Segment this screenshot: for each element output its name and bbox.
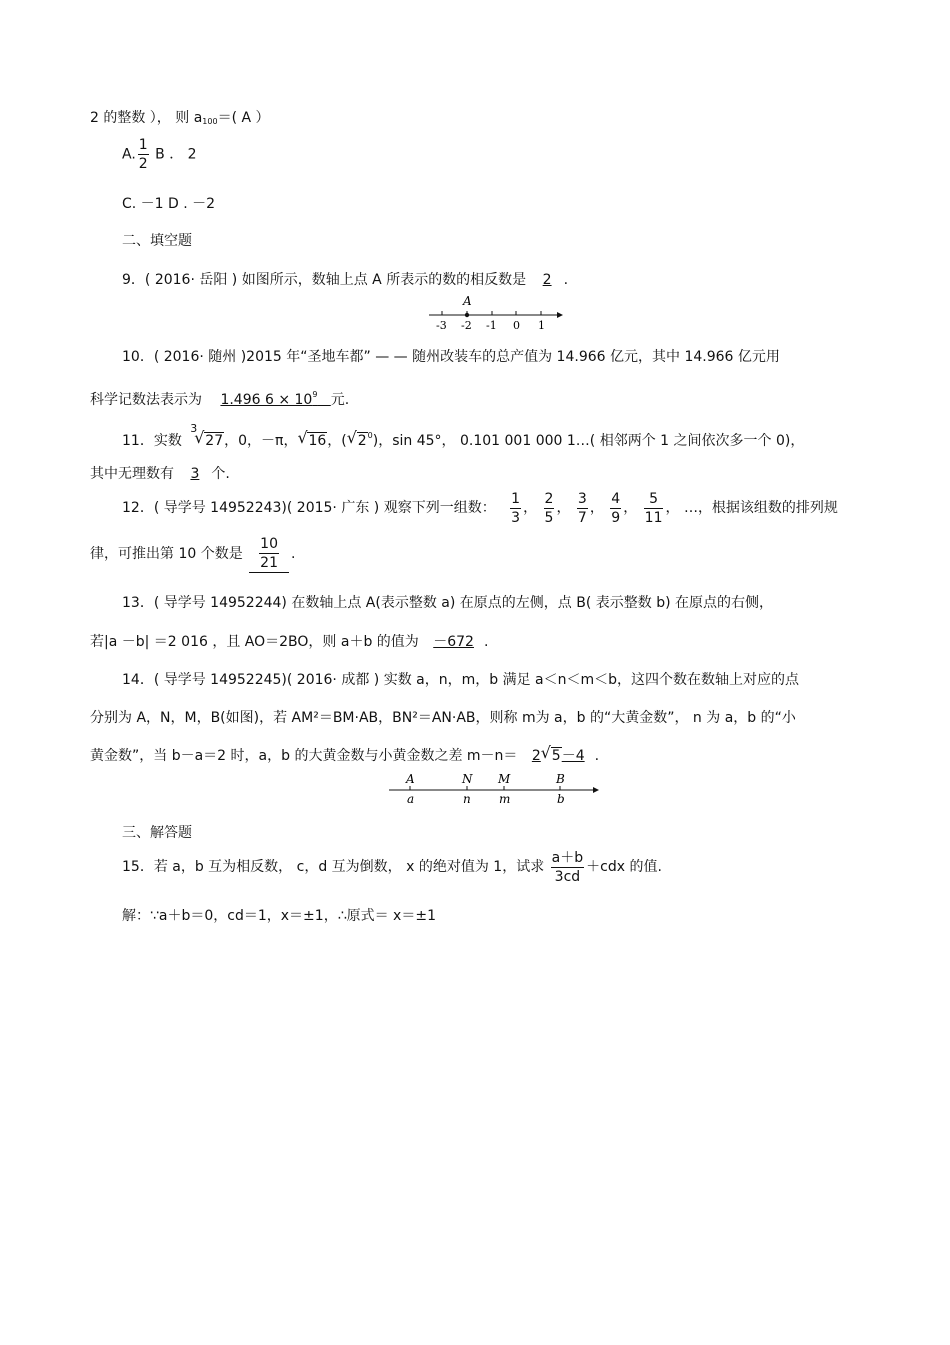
fraction-denominator: 11 xyxy=(644,509,663,526)
q11-text: 11．实数 xyxy=(122,433,182,449)
q15-text: 15．若 a，b 互为相反数， c，d 互为倒数， x 的绝对值为 1，试求 xyxy=(122,859,545,875)
q9-end: . xyxy=(563,272,569,288)
q11-line2-text: 其中无理数有 xyxy=(90,466,174,482)
q12-text: …，根据该组数的排列规 xyxy=(683,500,838,516)
q12-line2 xyxy=(90,534,295,574)
fraction-denominator: 2 xyxy=(138,156,148,172)
q13-end: . xyxy=(483,634,489,650)
value-label-m: m xyxy=(499,792,511,806)
q14-line3-text: 黄金数”，当 b－a＝2 时，a，b 的大黄金数与小黄金数之差 m－n＝ xyxy=(90,748,518,764)
q11-exponent: 0 xyxy=(367,431,373,440)
q11-answer: 3 xyxy=(190,466,200,482)
q11-text: ，( xyxy=(327,433,347,449)
value-label-b: b xyxy=(557,792,565,806)
q12-text: 12．( 导学号 14952243)( 2015· 广东 ) 观察下列一组数： xyxy=(122,500,496,516)
q13-line1: 13．( 导学号 14952244) 在数轴上点 A(表示整数 a) 在原点的左侧，点 B( 表示整数 b) 在原点的右侧， xyxy=(122,595,773,611)
q9-tick-label: 1 xyxy=(538,319,545,332)
radical-sign-icon: √ xyxy=(346,428,357,447)
q12-answer xyxy=(249,535,289,573)
q13-answer: －672 xyxy=(433,634,474,650)
value-label-n: n xyxy=(463,792,471,806)
fraction-denominator: 9 xyxy=(611,509,621,526)
fraction-numerator: 3 xyxy=(577,490,587,507)
q8-option-b: B ． 2 xyxy=(155,146,197,163)
q13-line2 xyxy=(90,632,488,652)
q9-answer: 2 xyxy=(542,272,552,288)
q13-line2-text: 若|a －b| ＝2 016 ，且 AO＝2BO，则 a＋b 的值为 xyxy=(90,634,419,650)
q9 xyxy=(122,270,568,290)
q12-end: . xyxy=(291,546,296,562)
q9-point-a-label: A xyxy=(463,294,472,308)
sequence-fraction xyxy=(644,490,664,527)
point-label-b: B xyxy=(556,772,565,786)
point-label-n: N xyxy=(462,772,473,786)
section-heading-solutions: 三、解答题 xyxy=(122,825,192,841)
q10-answer-exponent: 9 xyxy=(312,390,318,399)
q8-subscript: 100 xyxy=(202,117,218,126)
q8-stem-end: ＝( A ） xyxy=(217,110,270,126)
q11-cube-root xyxy=(190,422,224,451)
fraction-denominator: 3 xyxy=(511,509,521,526)
sequence-fraction xyxy=(510,490,521,527)
q9-tick-label: -2 xyxy=(461,319,472,332)
sequence-fraction xyxy=(544,490,555,527)
q12-sequence: $\frac{1}{3}$ ， $\frac{2}{5}$ ， $\frac{3}{7}$ ， $\frac{4}{9}$ ， $\frac{5}{11}$ ， xyxy=(511,490,684,526)
q15-text-end: ＋cdx 的值. xyxy=(586,859,662,875)
q8-stem-text: 2 的整数 ）， 则 a xyxy=(90,110,203,126)
fraction-denominator: 21 xyxy=(260,555,278,571)
q9-tick-label: -3 xyxy=(436,319,447,332)
q15-solution: 解：∵a＋b＝0，cd＝1，x＝±1，∴原式＝ x＝±1 xyxy=(122,908,436,924)
point-label-a: A xyxy=(406,772,415,786)
q14-number-line xyxy=(385,772,605,808)
q11-square-root-16 xyxy=(297,428,327,451)
q9-tick-label: 0 xyxy=(513,319,520,332)
q11-end: 个. xyxy=(211,466,230,482)
q11-line1 xyxy=(122,422,805,451)
q11-square-root-2 xyxy=(346,428,368,451)
q10-line2-text: 科学记数法表示为 xyxy=(90,392,202,408)
q8-options-cd: C. －1 D . －2 xyxy=(122,196,216,212)
fraction-denominator: 5 xyxy=(544,509,554,526)
q15 xyxy=(122,846,662,888)
q14-answer-coefficient: 2 xyxy=(531,748,541,764)
radicand: 27 xyxy=(205,433,224,449)
q14-line1: 14．( 导学号 14952245)( 2016· 成都 ) 实数 a，n，m，b 满足 a＜n＜m＜b，这四个数在数轴上对应的点 xyxy=(122,672,800,688)
fraction-numerator: 4 xyxy=(611,490,621,507)
fraction-numerator: a＋b xyxy=(551,849,584,866)
q14-line3 xyxy=(90,743,600,766)
fraction-denominator: 7 xyxy=(577,509,587,526)
q11-line2 xyxy=(90,464,230,484)
fraction-numerator: 5 xyxy=(644,490,664,509)
q10-answer xyxy=(206,392,330,408)
q10-end: 元. xyxy=(330,392,350,408)
sequence-fraction xyxy=(610,490,621,527)
radical-sign-icon: √ xyxy=(540,743,551,762)
q8-stem xyxy=(90,108,270,132)
q14-answer-root xyxy=(540,743,562,766)
q10-answer-mantissa: 1.496 6 × 10 xyxy=(220,392,313,408)
q11-text: ，0，－π， xyxy=(224,433,298,449)
q8-options-ab xyxy=(122,136,197,173)
q12-line2-text: 律，可推出第 10 个数是 xyxy=(90,546,243,562)
q14-end: . xyxy=(594,748,600,764)
q12-line1 xyxy=(122,488,838,528)
fraction-numerator: 2 xyxy=(544,490,554,507)
q8-option-a: A. xyxy=(122,146,136,163)
radical-sign-icon: √ xyxy=(194,428,205,447)
q14-answer-constant: －4 xyxy=(561,748,585,764)
q9-number-line xyxy=(425,293,565,333)
q11-text: )，sin 45°， 0.101 001 000 1…( 相邻两个 1 之间依次多一个 0)， xyxy=(372,433,805,449)
radicand: 16 xyxy=(308,433,327,449)
fraction-denominator: 3cd xyxy=(554,868,581,885)
value-label-a: a xyxy=(407,792,415,806)
fraction-numerator: 1 xyxy=(511,490,521,507)
fraction-numerator: 10 xyxy=(260,536,278,552)
radicand: 2 xyxy=(357,433,367,449)
q15-fraction xyxy=(551,849,584,886)
section-heading-fill-in: 二、填空题 xyxy=(122,233,192,249)
sequence-fraction xyxy=(577,490,588,527)
q9-tick-label: -1 xyxy=(486,319,497,332)
root-index: 3 xyxy=(190,422,198,435)
radicand: 5 xyxy=(551,748,561,764)
q14-line2: 分别为 A，N，M，B(如图)，若 AM²＝BM·AB，BN²＝AN·AB，则称 m为 a，b 的“大黄金数”， n 为 a，b 的“小 xyxy=(90,710,796,726)
radical-sign-icon: √ xyxy=(297,428,308,447)
fraction-numerator: 1 xyxy=(138,137,148,153)
point-label-m: M xyxy=(498,772,511,786)
q10-line2 xyxy=(90,385,349,410)
q9-text: 9．( 2016· 岳阳 ) 如图所示，数轴上点 A 所表示的数的相反数是 xyxy=(122,272,527,288)
q10-line1: 10．( 2016· 随州 )2015 年“圣地车都” — — 随州改装车的总产值为 14.966 亿元，其中 14.966 亿元用 xyxy=(122,349,780,365)
q14-answer xyxy=(522,743,595,764)
q8-option-a-fraction xyxy=(138,136,149,173)
